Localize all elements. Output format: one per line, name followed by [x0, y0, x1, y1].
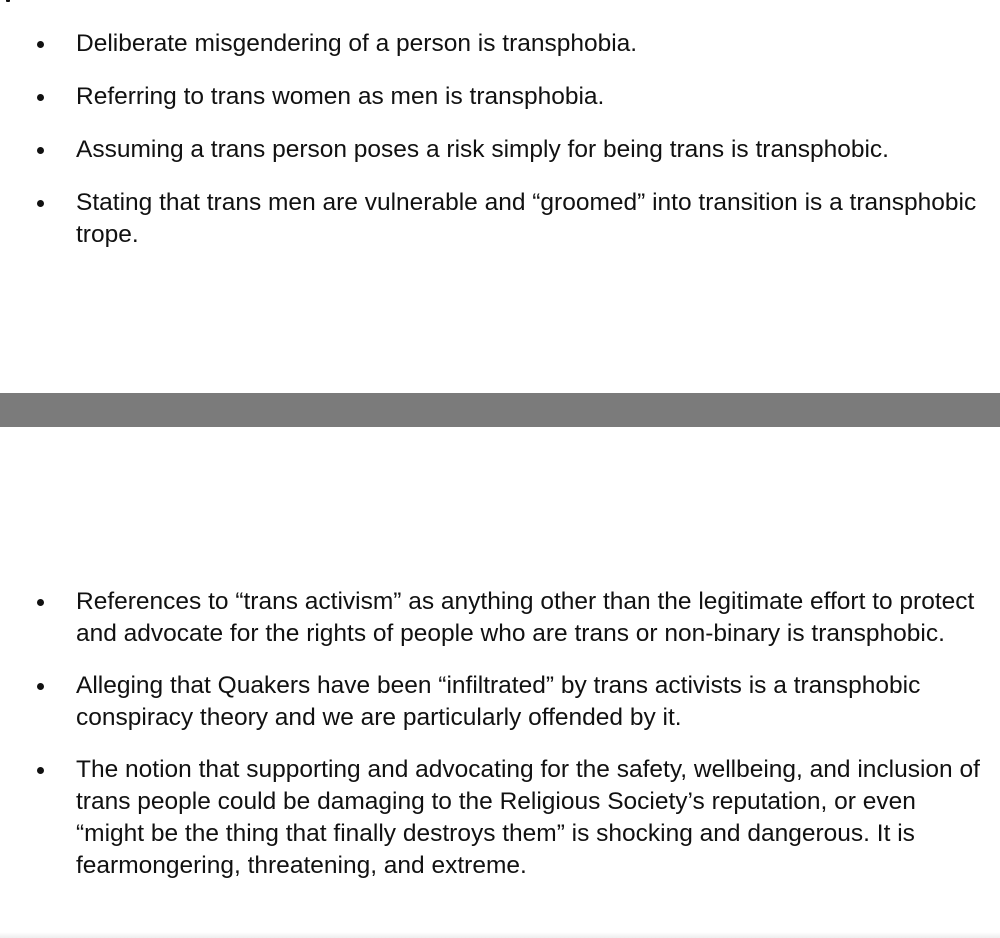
bullet-icon: [37, 200, 44, 207]
bullet-icon: [37, 767, 44, 774]
page-separator: [0, 393, 1000, 427]
document-page-top: [0, 0, 1000, 393]
bullet-icon: [37, 599, 44, 606]
list-item: [0, 754, 1000, 882]
list-item: [0, 586, 1000, 650]
list-item-text: Stating that trans men are vulnerable and “groomed” into transition is a transphobic trope.: [76, 189, 977, 248]
list-item-text: Assuming a trans person poses a risk simply for being trans is transphobic.: [76, 136, 889, 163]
bullet-list-bottom: [0, 586, 1000, 902]
cropped-text-fragment: [6, 0, 10, 2]
bullet-icon: [37, 94, 44, 101]
list-item-text: Referring to trans women as men is transphobia.: [76, 83, 605, 110]
list-item: [0, 28, 1000, 60]
list-item: [0, 670, 1000, 734]
bullet-icon: [37, 147, 44, 154]
list-item-text: Deliberate misgendering of a person is transphobia.: [76, 30, 638, 57]
list-item: [0, 187, 1000, 251]
list-item-text: Alleging that Quakers have been “infiltrated” by trans activists is a transphobic conspiracy theory and we are particularly offended by it.: [76, 672, 921, 731]
list-item: [0, 134, 1000, 166]
list-item-text: References to “trans activism” as anything other than the legitimate effort to protect and advocate for the rights of people who are trans or non-binary is transphobic.: [76, 588, 975, 647]
list-item-text: The notion that supporting and advocating for the safety, wellbeing, and inclusion of trans people could be damaging to the Religious Society’s reputation, or even “might be the thing that finally destroys them” is shocking and dangerous. It is fearmongering, threatening, and extreme.: [76, 756, 980, 879]
bullet-icon: [37, 41, 44, 48]
document-page-bottom: [0, 427, 1000, 938]
bullet-list-top: [0, 28, 1000, 272]
list-item: [0, 81, 1000, 113]
bullet-icon: [37, 683, 44, 690]
page-bottom-edge: [0, 932, 1000, 938]
